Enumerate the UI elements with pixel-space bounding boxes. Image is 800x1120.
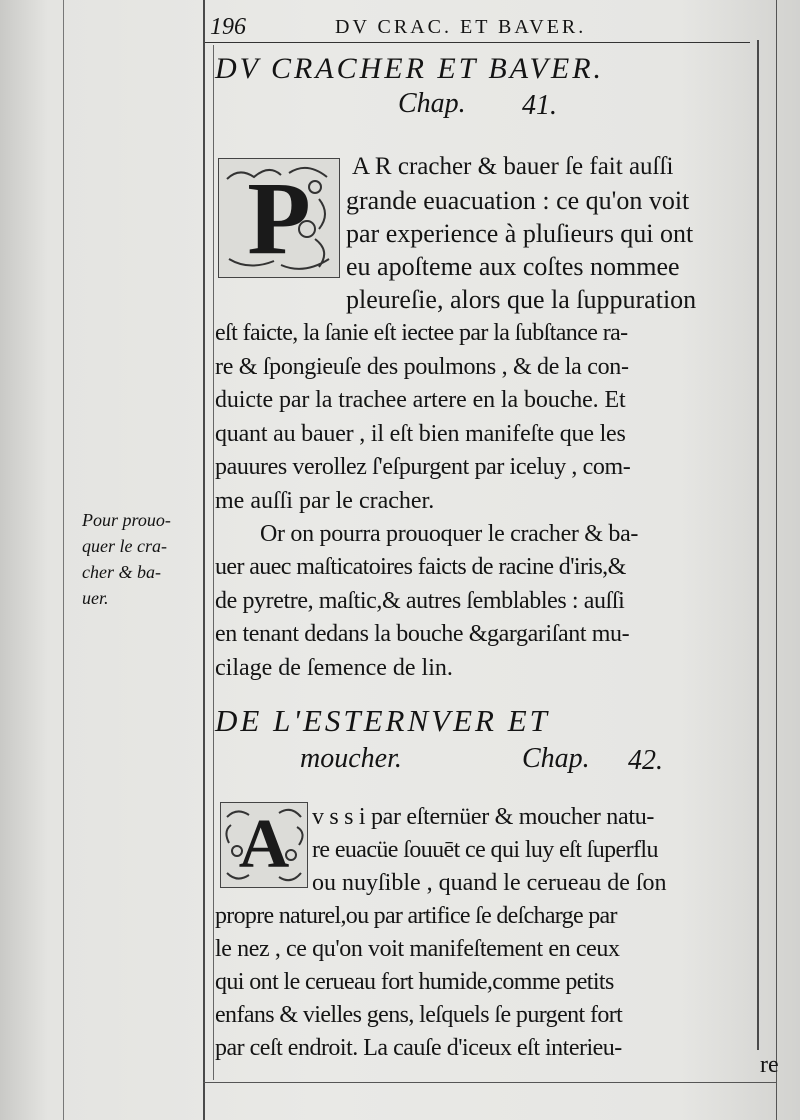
body-line: me auſſi par le cracher.	[215, 488, 435, 514]
body-line: uer auec maſticatoires faicts de racine d'iris,&	[215, 554, 626, 580]
body-line: Or on pourra prouoquer le cracher & ba-	[260, 521, 639, 547]
body-line: qui ont le cerueau fort humide,comme petits	[215, 969, 614, 995]
body-line: eſt faicte, la ſanie eſt iectee par la ſubſtance ra-	[215, 320, 628, 346]
text-left-rule	[203, 0, 205, 1120]
bottom-rule	[203, 1082, 777, 1083]
drop-cap-letter: A	[238, 806, 290, 883]
body-line: enfans & vielles gens, leſquels ſe purgent fort	[215, 1002, 623, 1028]
text-right-rule	[757, 40, 759, 1050]
catchword: re	[760, 1052, 779, 1078]
body-line: duicte par la trachee artere en la bouche. Et	[215, 387, 626, 413]
marginal-note-line: quer le cra-	[82, 536, 167, 556]
running-head-title: DV CRAC. ET BAVER.	[335, 16, 587, 38]
text-inner-rule	[213, 45, 214, 1080]
body-line: en tenant dedans la bouche &gargariſant mu-	[215, 621, 630, 647]
chapter-41-label: Chap.	[398, 88, 466, 119]
body-line: eu apoſteme aux coſtes nommee	[346, 252, 680, 281]
chapter-42-number: 42.	[628, 745, 663, 776]
left-margin-rule	[63, 0, 64, 1120]
chapter-42-title-continued: moucher.	[300, 743, 402, 774]
body-line: ou nuyſible , quand le cerueau de ſon	[312, 870, 667, 896]
marginal-note-line: Pour prouo-	[82, 510, 171, 530]
body-line: pleureſie, alors que la ſuppuration	[346, 285, 697, 314]
body-line: pauures verollez ſ'eſpurgent par iceluy , com-	[215, 454, 631, 480]
body-line: par experience à pluſieurs qui ont	[346, 219, 694, 248]
marginal-note-line: cher & ba-	[82, 562, 161, 582]
outer-right-rule	[776, 0, 777, 1120]
body-line: grande euacuation : ce qu'on voit	[346, 186, 690, 215]
chapter-41-number: 41.	[522, 90, 557, 121]
chapter-42-title: DE L'ESTERNVER ET	[215, 703, 550, 738]
body-line: cilage de ſemence de lin.	[215, 655, 453, 681]
body-line: de pyretre, maſtic,& autres ſemblables : auſſi	[215, 588, 625, 614]
body-line: A R cracher & bauer ſe fait auſſi	[352, 153, 674, 180]
body-line: re euacüe ſouuēt ce qui luy eſt ſuperflu	[312, 837, 658, 863]
running-head-rule	[205, 42, 750, 43]
body-line: re & ſpongieuſe des poulmons , & de la con-	[215, 354, 629, 380]
page-number: 196	[210, 14, 246, 40]
body-line: quant au bauer , il eſt bien manifeſte que les	[215, 421, 626, 447]
chapter-41-title: DV CRACHER ET BAVER.	[215, 52, 605, 85]
marginal-note	[82, 507, 171, 611]
body-line: par ceſt endroit. La cauſe d'iceux eſt interieu-	[215, 1035, 622, 1061]
drop-cap-p	[218, 158, 340, 278]
chapter-42-label: Chap.	[522, 743, 590, 774]
body-line: v s s i par eſternüer & moucher natu-	[312, 804, 655, 830]
body-line: le nez , ce qu'on voit manifeſtement en ceux	[215, 936, 620, 962]
drop-cap-letter: P	[247, 160, 311, 276]
running-head	[210, 14, 690, 42]
marginal-note-line: uer.	[82, 588, 109, 608]
body-line: propre naturel,ou par artifice ſe deſcharge par	[215, 903, 617, 929]
drop-cap-a	[220, 802, 308, 888]
